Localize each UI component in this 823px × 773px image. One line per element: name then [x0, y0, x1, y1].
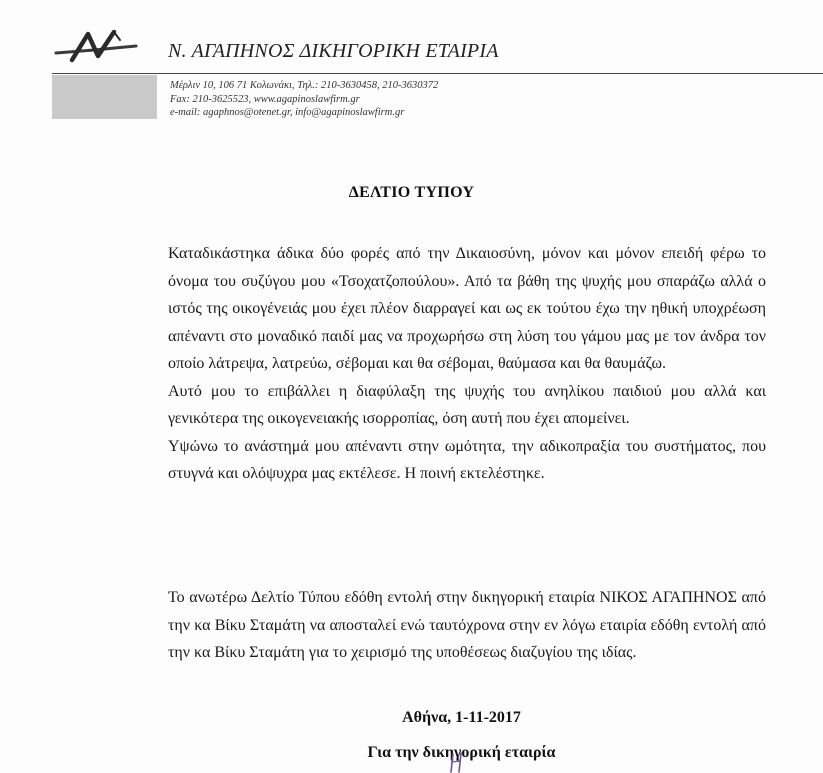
email-line: e-mail: agaphnos@otenet.gr, info@agapinoslawfirm.gr [170, 107, 405, 118]
statement-body [168, 240, 766, 488]
header-rule [52, 73, 823, 74]
address-line: Μέρλιν 10, 106 71 Κολωνάκι, Τηλ.: 210-3630458, 210-3630372 [170, 80, 439, 91]
document-title: ΔΕΛΤΙΟ ΤΥΠΟΥ [348, 184, 475, 201]
signature-ink-mark-icon [448, 752, 472, 773]
mandate-body [168, 584, 766, 667]
paragraph-3: Υψώνω το ανάστημά μου απέναντι στην ωμότητα, την αδικοπραξία του συστήματος, που στυγνά και ολόψυχρα μας εκτέλεσε. Η ποινή εκτελέστηκε. [168, 437, 766, 482]
fax-line: Fax: 210-3625523, www.agapinoslawfirm.gr [170, 93, 360, 105]
paragraph-2: Αυτό μου το επιβάλλει η διαφύλαξη της ψυχής του ανηλίκου παιδιού μου αλλά και γενικότερα της οικογενειακής ισορροπίας, όση αυτή που έχει απομείνει. [168, 382, 766, 427]
contact-details [170, 79, 438, 120]
firm-logo-icon [54, 26, 138, 66]
paragraph-1: Καταδικάστηκα άδικα δύο φορές από την Δικαιοσύνη, μόνον και μόνον επειδή φέρω το όνομα του συζύγου μου «Τσοχατζοπούλου». Από τα βάθη της ψυχής μου σπαράζω αλλά ο ιστός της οικογένειάς μου έχει πλέον διαρραγεί και ως εκ τούτου έχω την ηθική υποχρέωση απέναντι στο μοναδικό παιδί μας να προχωρήσω στη λύση του γάμου μας με τον άνδρα τον οποίο λάτρεψα, λατρεύω, σέβομαι και θα σέβομαι, θαύμασα και θα θαυμάζω. [168, 245, 766, 372]
paragraph-4: Το ανωτέρω Δελτίο Τύπου εδόθη εντολή στην δικηγορική εταιρία ΝΙΚΟΣ ΑΓΑΠΗΝΟΣ από την κα Βίκυ Σταμάτη να αποσταλεί ενώ ταυτόχρονα στην εν λόγω εταιρία εδόθη εντολή από την κα Βίκυ Σταμάτη για το χειρισμό της υποθέσεως διαζυγίου της ιδίας. [168, 589, 766, 661]
firm-name: Ν. ΑΓΑΠΗΝΟΣ ΔΙΚΗΓΟΡΙΚΗ ΕΤΑΙΡΙΑ [168, 40, 499, 62]
date-line: Αθήνα, 1-11-2017 [402, 709, 521, 726]
letterhead-grey-block [52, 75, 157, 119]
signature-line: Για την δικηγορική εταιρία [367, 744, 556, 761]
